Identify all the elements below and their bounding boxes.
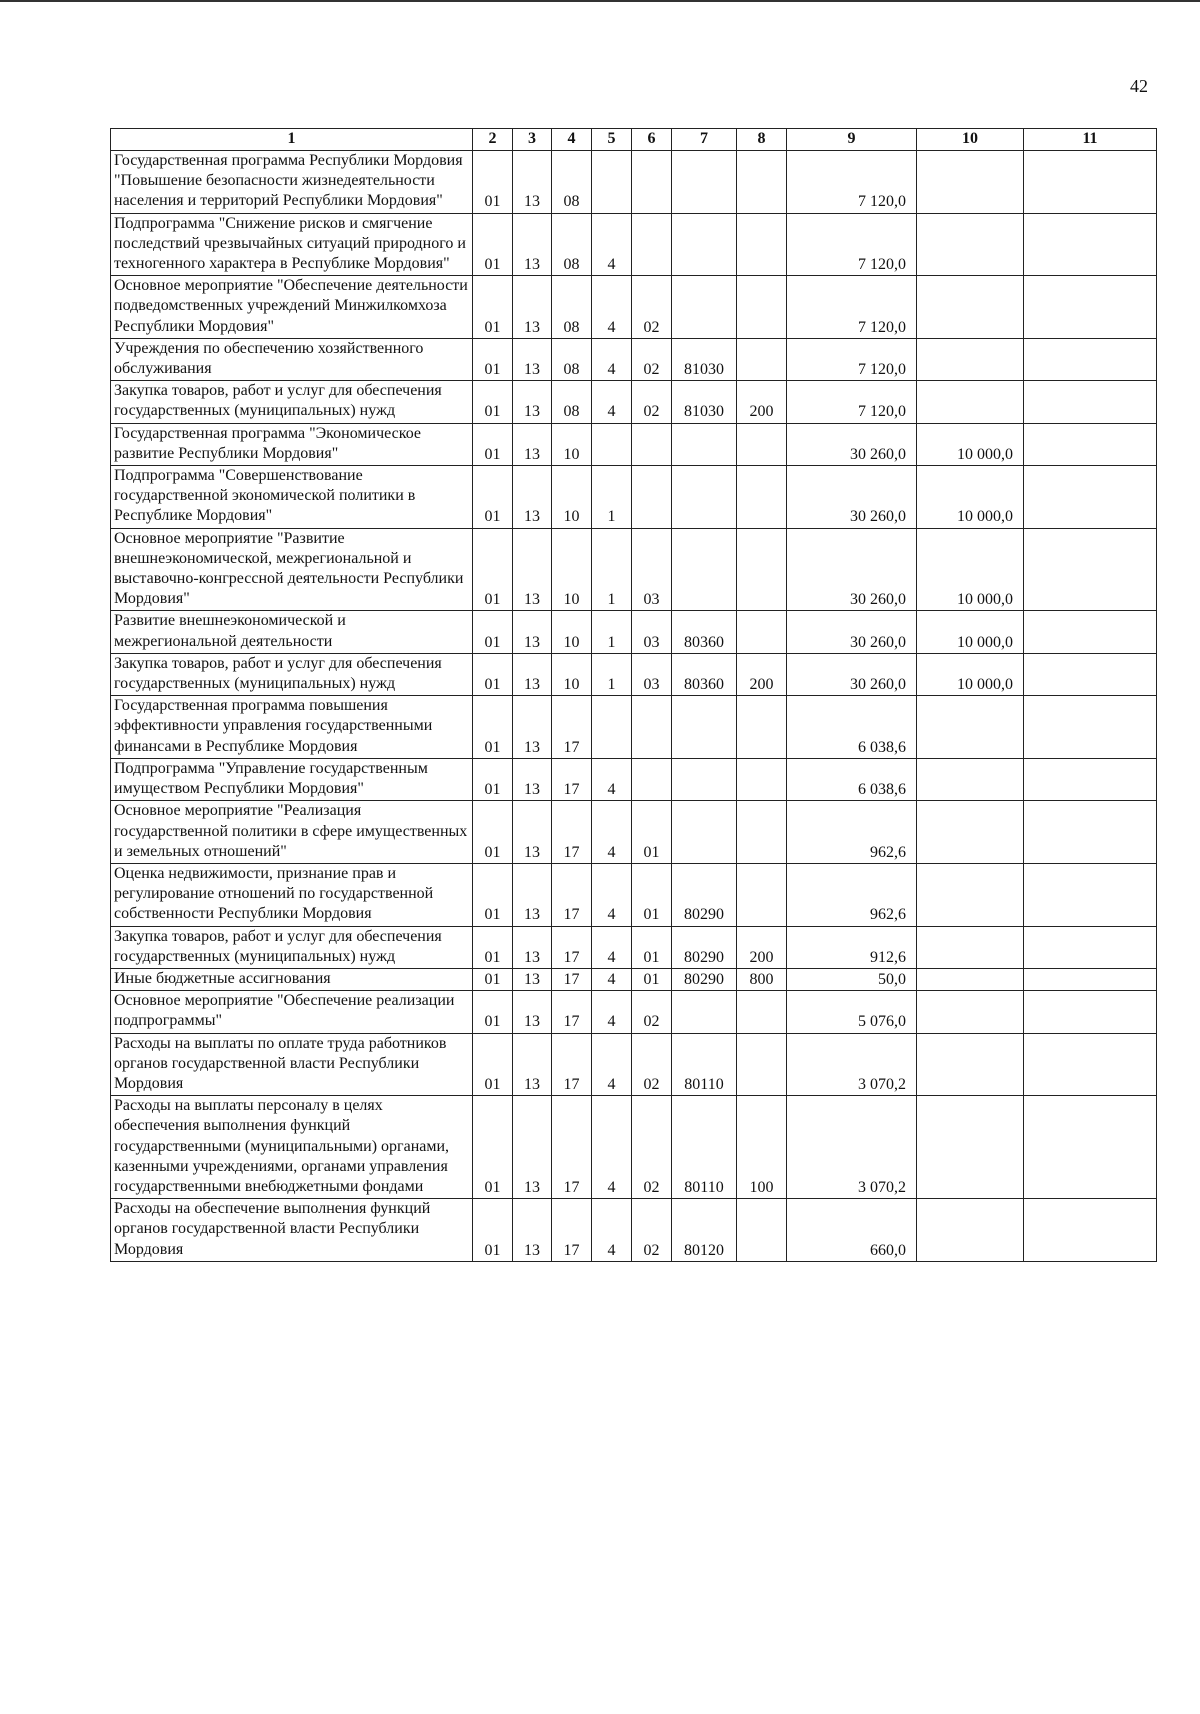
amount-cell — [1024, 338, 1157, 380]
table-row — [111, 1096, 1157, 1199]
code-cell: 01 — [473, 758, 513, 800]
code-cell: 01 — [473, 926, 513, 968]
amount-cell: 10 000,0 — [917, 466, 1024, 529]
code-cell: 01 — [473, 968, 513, 990]
code-cell: 13 — [513, 926, 552, 968]
row-name-cell: Закупка товаров, работ и услуг для обеспечения государственных (муниципальных) нужд — [111, 381, 473, 423]
code-cell: 02 — [632, 1033, 672, 1096]
amount-cell: 6 038,6 — [787, 758, 917, 800]
budget-table — [110, 128, 1157, 1262]
code-cell: 17 — [552, 926, 592, 968]
code-cell: 80290 — [672, 968, 737, 990]
code-cell: 17 — [552, 991, 592, 1033]
code-cell: 13 — [513, 338, 552, 380]
amount-cell: 962,6 — [787, 863, 917, 926]
code-cell: 01 — [473, 801, 513, 864]
code-cell: 13 — [513, 991, 552, 1033]
amount-cell: 912,6 — [787, 926, 917, 968]
code-cell: 03 — [632, 653, 672, 695]
code-cell: 4 — [592, 338, 632, 380]
row-name-cell: Расходы на выплаты персоналу в целях обеспечения выполнения функций государственными (муниципальными) органами, казенными учреждениями, органами управления государственными внебюджетными фондами — [111, 1096, 473, 1199]
code-cell — [632, 213, 672, 276]
code-cell — [632, 466, 672, 529]
code-cell: 10 — [552, 528, 592, 611]
top-border-line — [0, 0, 1200, 2]
code-cell: 4 — [592, 1096, 632, 1199]
amount-cell — [917, 151, 1024, 214]
code-cell: 01 — [473, 528, 513, 611]
code-cell: 17 — [552, 1199, 592, 1262]
amount-cell: 7 120,0 — [787, 276, 917, 339]
code-cell: 800 — [737, 968, 787, 990]
code-cell: 17 — [552, 1033, 592, 1096]
table-row — [111, 151, 1157, 214]
amount-cell — [917, 276, 1024, 339]
code-cell: 80290 — [672, 863, 737, 926]
amount-cell: 30 260,0 — [787, 423, 917, 465]
code-cell: 02 — [632, 276, 672, 339]
code-cell: 1 — [592, 466, 632, 529]
code-cell: 01 — [473, 466, 513, 529]
amount-cell: 660,0 — [787, 1199, 917, 1262]
code-cell: 13 — [513, 758, 552, 800]
code-cell: 80110 — [672, 1096, 737, 1199]
code-cell: 10 — [552, 611, 592, 653]
amount-cell — [1024, 213, 1157, 276]
code-cell: 01 — [473, 1199, 513, 1262]
code-cell: 01 — [632, 863, 672, 926]
amount-cell — [1024, 423, 1157, 465]
code-cell — [592, 696, 632, 759]
column-header: 5 — [592, 129, 632, 151]
table-row — [111, 423, 1157, 465]
table-row — [111, 968, 1157, 990]
code-cell: 80120 — [672, 1199, 737, 1262]
amount-cell: 10 000,0 — [917, 653, 1024, 695]
amount-cell: 10 000,0 — [917, 423, 1024, 465]
code-cell: 10 — [552, 466, 592, 529]
code-cell: 02 — [632, 381, 672, 423]
column-header: 10 — [917, 129, 1024, 151]
amount-cell — [917, 863, 1024, 926]
code-cell: 4 — [592, 758, 632, 800]
code-cell: 08 — [552, 276, 592, 339]
code-cell — [672, 758, 737, 800]
code-cell — [672, 528, 737, 611]
amount-cell: 7 120,0 — [787, 151, 917, 214]
code-cell — [672, 696, 737, 759]
column-header: 1 — [111, 129, 473, 151]
page-number: 42 — [1130, 76, 1148, 96]
table-row — [111, 863, 1157, 926]
code-cell — [672, 276, 737, 339]
column-header: 4 — [552, 129, 592, 151]
amount-cell: 3 070,2 — [787, 1096, 917, 1199]
table-row — [111, 1199, 1157, 1262]
row-name-cell: Основное мероприятие "Развитие внешнеэкономической, межрегиональной и выставочно-конгрессной деятельности Республики Мордовия" — [111, 528, 473, 611]
header-row — [111, 129, 1157, 151]
code-cell: 13 — [513, 1096, 552, 1199]
code-cell: 13 — [513, 801, 552, 864]
code-cell: 01 — [473, 338, 513, 380]
code-cell: 13 — [513, 1033, 552, 1096]
code-cell: 80110 — [672, 1033, 737, 1096]
code-cell: 13 — [513, 1199, 552, 1262]
code-cell: 4 — [592, 1199, 632, 1262]
code-cell: 01 — [473, 1096, 513, 1199]
table-row — [111, 801, 1157, 864]
amount-cell — [917, 801, 1024, 864]
row-name-cell: Иные бюджетные ассигнования — [111, 968, 473, 990]
code-cell: 17 — [552, 1096, 592, 1199]
code-cell: 80290 — [672, 926, 737, 968]
code-cell: 01 — [632, 926, 672, 968]
table-row — [111, 338, 1157, 380]
code-cell: 10 — [552, 423, 592, 465]
table-row — [111, 213, 1157, 276]
code-cell: 81030 — [672, 381, 737, 423]
code-cell: 01 — [473, 696, 513, 759]
code-cell: 100 — [737, 1096, 787, 1199]
amount-cell — [917, 968, 1024, 990]
code-cell — [632, 423, 672, 465]
amount-cell — [1024, 381, 1157, 423]
row-name-cell: Основное мероприятие "Реализация государственной политики в сфере имущественных и земельных отношений" — [111, 801, 473, 864]
row-name-cell: Расходы на обеспечение выполнения функций органов государственной власти Республики Мордовия — [111, 1199, 473, 1262]
code-cell — [672, 991, 737, 1033]
amount-cell: 50,0 — [787, 968, 917, 990]
code-cell: 4 — [592, 926, 632, 968]
code-cell: 08 — [552, 213, 592, 276]
table-row — [111, 381, 1157, 423]
code-cell: 13 — [513, 528, 552, 611]
amount-cell — [1024, 991, 1157, 1033]
column-header: 3 — [513, 129, 552, 151]
code-cell: 13 — [513, 466, 552, 529]
amount-cell — [917, 1033, 1024, 1096]
column-header: 8 — [737, 129, 787, 151]
code-cell: 1 — [592, 611, 632, 653]
code-cell: 17 — [552, 758, 592, 800]
code-cell: 03 — [632, 611, 672, 653]
amount-cell — [1024, 466, 1157, 529]
code-cell: 02 — [632, 1199, 672, 1262]
code-cell: 08 — [552, 338, 592, 380]
code-cell: 08 — [552, 151, 592, 214]
code-cell: 13 — [513, 381, 552, 423]
amount-cell — [1024, 653, 1157, 695]
code-cell: 08 — [552, 381, 592, 423]
amount-cell — [917, 991, 1024, 1033]
code-cell — [737, 466, 787, 529]
table-body — [111, 151, 1157, 1262]
code-cell: 01 — [473, 653, 513, 695]
amount-cell: 6 038,6 — [787, 696, 917, 759]
code-cell: 80360 — [672, 653, 737, 695]
code-cell: 4 — [592, 1033, 632, 1096]
code-cell: 13 — [513, 276, 552, 339]
code-cell: 01 — [473, 1033, 513, 1096]
column-header: 2 — [473, 129, 513, 151]
table-row — [111, 758, 1157, 800]
code-cell: 17 — [552, 801, 592, 864]
code-cell: 01 — [473, 151, 513, 214]
code-cell — [592, 423, 632, 465]
amount-cell — [917, 1199, 1024, 1262]
code-cell: 200 — [737, 381, 787, 423]
row-name-cell: Основное мероприятие "Обеспечение реализации подпрограммы" — [111, 991, 473, 1033]
amount-cell — [1024, 528, 1157, 611]
row-name-cell: Подпрограмма "Снижение рисков и смягчение последствий чрезвычайных ситуаций природного и техногенного характера в Республике Мордовия" — [111, 213, 473, 276]
code-cell — [737, 1033, 787, 1096]
code-cell — [737, 991, 787, 1033]
code-cell — [737, 863, 787, 926]
code-cell — [737, 528, 787, 611]
amount-cell: 30 260,0 — [787, 466, 917, 529]
code-cell: 17 — [552, 863, 592, 926]
table-row — [111, 696, 1157, 759]
amount-cell — [1024, 1199, 1157, 1262]
code-cell — [592, 151, 632, 214]
amount-cell: 30 260,0 — [787, 528, 917, 611]
code-cell: 80360 — [672, 611, 737, 653]
table-row — [111, 653, 1157, 695]
amount-cell: 7 120,0 — [787, 213, 917, 276]
amount-cell — [917, 338, 1024, 380]
column-header: 9 — [787, 129, 917, 151]
code-cell: 4 — [592, 276, 632, 339]
code-cell: 17 — [552, 968, 592, 990]
code-cell: 10 — [552, 653, 592, 695]
row-name-cell: Развитие внешнеэкономической и межрегиональной деятельности — [111, 611, 473, 653]
code-cell — [737, 1199, 787, 1262]
row-name-cell: Государственная программа Республики Мордовия "Повышение безопасности жизнедеятельности населения и территорий Республики Мордовия" — [111, 151, 473, 214]
code-cell: 13 — [513, 151, 552, 214]
code-cell — [737, 696, 787, 759]
row-name-cell: Основное мероприятие "Обеспечение деятельности подведомственных учреждений Минжилкомхоза Республики Мордовия" — [111, 276, 473, 339]
column-header: 11 — [1024, 129, 1157, 151]
code-cell: 13 — [513, 611, 552, 653]
code-cell: 1 — [592, 528, 632, 611]
table-row — [111, 926, 1157, 968]
code-cell: 02 — [632, 991, 672, 1033]
code-cell: 02 — [632, 1096, 672, 1199]
code-cell — [632, 758, 672, 800]
code-cell — [672, 213, 737, 276]
code-cell: 13 — [513, 423, 552, 465]
code-cell: 01 — [473, 213, 513, 276]
amount-cell: 10 000,0 — [917, 611, 1024, 653]
code-cell: 01 — [473, 863, 513, 926]
table-row — [111, 466, 1157, 529]
code-cell: 03 — [632, 528, 672, 611]
amount-cell: 3 070,2 — [787, 1033, 917, 1096]
amount-cell — [1024, 696, 1157, 759]
code-cell — [737, 276, 787, 339]
row-name-cell: Расходы на выплаты по оплате труда работников органов государственной власти Республики Мордовия — [111, 1033, 473, 1096]
amount-cell — [1024, 801, 1157, 864]
row-name-cell: Учреждения по обеспечению хозяйственного обслуживания — [111, 338, 473, 380]
code-cell — [672, 151, 737, 214]
code-cell: 13 — [513, 696, 552, 759]
table-row — [111, 991, 1157, 1033]
code-cell — [632, 151, 672, 214]
code-cell: 13 — [513, 213, 552, 276]
code-cell: 13 — [513, 968, 552, 990]
code-cell: 01 — [473, 381, 513, 423]
table-row — [111, 611, 1157, 653]
column-header: 6 — [632, 129, 672, 151]
amount-cell: 30 260,0 — [787, 611, 917, 653]
amount-cell — [1024, 863, 1157, 926]
amount-cell: 10 000,0 — [917, 528, 1024, 611]
code-cell: 01 — [473, 611, 513, 653]
code-cell: 02 — [632, 338, 672, 380]
table-row — [111, 276, 1157, 339]
code-cell: 4 — [592, 381, 632, 423]
row-name-cell: Закупка товаров, работ и услуг для обеспечения государственных (муниципальных) нужд — [111, 926, 473, 968]
row-name-cell: Подпрограмма "Совершенствование государственной экономической политики в Республике Мордовия" — [111, 466, 473, 529]
code-cell: 01 — [473, 423, 513, 465]
code-cell — [672, 801, 737, 864]
code-cell: 13 — [513, 863, 552, 926]
amount-cell — [917, 926, 1024, 968]
code-cell — [737, 611, 787, 653]
code-cell: 4 — [592, 213, 632, 276]
amount-cell — [917, 758, 1024, 800]
code-cell: 01 — [632, 968, 672, 990]
column-header: 7 — [672, 129, 737, 151]
amount-cell: 30 260,0 — [787, 653, 917, 695]
amount-cell — [1024, 611, 1157, 653]
amount-cell: 962,6 — [787, 801, 917, 864]
code-cell: 200 — [737, 926, 787, 968]
code-cell: 13 — [513, 653, 552, 695]
code-cell: 1 — [592, 653, 632, 695]
code-cell: 4 — [592, 801, 632, 864]
code-cell: 01 — [473, 276, 513, 339]
code-cell — [737, 801, 787, 864]
amount-cell — [917, 381, 1024, 423]
amount-cell — [917, 213, 1024, 276]
amount-cell — [1024, 151, 1157, 214]
code-cell: 81030 — [672, 338, 737, 380]
row-name-cell: Государственная программа "Экономическое развитие Республики Мордовия" — [111, 423, 473, 465]
amount-cell: 7 120,0 — [787, 338, 917, 380]
code-cell: 4 — [592, 863, 632, 926]
code-cell — [672, 423, 737, 465]
table-row — [111, 528, 1157, 611]
amount-cell — [1024, 276, 1157, 339]
row-name-cell: Оценка недвижимости, признание прав и регулирование отношений по государственной собственности Республики Мордовия — [111, 863, 473, 926]
code-cell: 200 — [737, 653, 787, 695]
code-cell: 01 — [473, 991, 513, 1033]
row-name-cell: Подпрограмма "Управление государственным имуществом Республики Мордовия" — [111, 758, 473, 800]
code-cell — [737, 423, 787, 465]
code-cell: 17 — [552, 696, 592, 759]
table-row — [111, 1033, 1157, 1096]
amount-cell — [917, 1096, 1024, 1199]
row-name-cell: Закупка товаров, работ и услуг для обеспечения государственных (муниципальных) нужд — [111, 653, 473, 695]
amount-cell — [1024, 1033, 1157, 1096]
code-cell: 4 — [592, 991, 632, 1033]
code-cell — [737, 758, 787, 800]
amount-cell — [1024, 1096, 1157, 1199]
amount-cell — [1024, 758, 1157, 800]
amount-cell: 5 076,0 — [787, 991, 917, 1033]
code-cell: 01 — [632, 801, 672, 864]
code-cell — [672, 466, 737, 529]
amount-cell: 7 120,0 — [787, 381, 917, 423]
code-cell — [737, 151, 787, 214]
amount-cell — [1024, 926, 1157, 968]
code-cell: 4 — [592, 968, 632, 990]
code-cell — [632, 696, 672, 759]
amount-cell — [917, 696, 1024, 759]
code-cell — [737, 213, 787, 276]
amount-cell — [1024, 968, 1157, 990]
row-name-cell: Государственная программа повышения эффективности управления государственными финансами в Республике Мордовия — [111, 696, 473, 759]
code-cell — [737, 338, 787, 380]
